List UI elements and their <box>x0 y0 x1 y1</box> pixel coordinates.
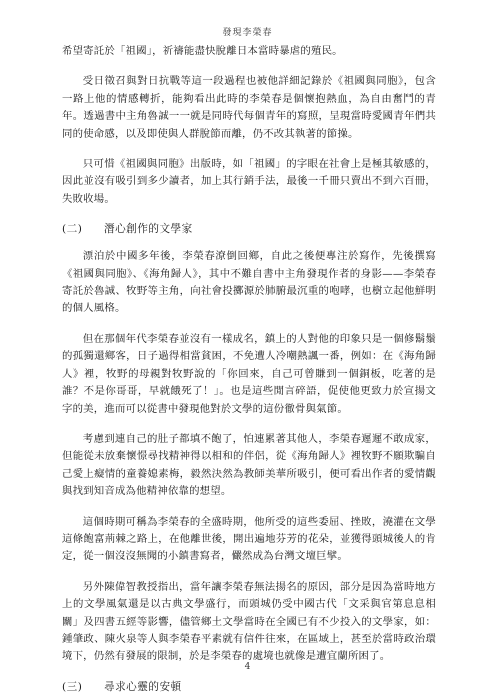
section-heading-3 <box>62 679 436 696</box>
section-title: 潛心創作的文學家 <box>104 223 193 236</box>
paragraph: 只可惜《祖國與同胞》出版時，如「祖國」的字眼在社會上是極其敏感的，因此並沒有吸引到多少讀者，加上其行銷手法，最後一千冊只賣出不到六百冊，失敗收場。 <box>62 158 436 205</box>
paragraph: 但在那個年代李榮春並沒有一樣成名，鎮上的人對他的印象只是一個修鬍鬚的孤獨還鄉客，日子過得相當貧困，不免遭人冷嘲熱諷一番，例如：在《海角歸人》裡，牧野的母親對牧野說的「你回來，自己可曾賺到一個銅板，吃著的是誰？不是你哥哥，早就餓死了！」。也是這些閒言碎語，促使他更致力於宣揚文字的美，進而可以從書中發現他對於文學的這份徹骨與氣節。 <box>62 332 436 415</box>
section-heading-2 <box>62 221 436 238</box>
section-number: (二) <box>62 223 83 236</box>
paragraph: 另外陳偉智教授指出，當年讓李榮春無法揚名的原因，部分是因為當時地方上的文學風氣還是以古典文學盛行，而頭城仍受中國古代「文采與官第息息相關」及四書五經等影響，儘管鄉土文學當時在全國已有不少投入的文學家，如：鍾肇政、陳火泉等人與李榮春平素就有信件往來，在區域上，甚至於當時政治環境下，仍然有發展的限制，於是李榮春的處境也就像是遭宜蘭所困了。 <box>62 580 436 663</box>
paragraph: 漂泊於中國多年後，李榮春潦倒回鄉，自此之後便專注於寫作，先後撰寫《祖國與同胞》、《海角歸人》，其中不難自書中主角發現作者的身影——李榮春寄託於魯誠、牧野等主角，向社會投擲源於肺腑最沉重的咆哮，也樹立起他鮮明的個人風格。 <box>62 250 436 315</box>
section-number: (三) <box>62 680 83 693</box>
paragraph: 考慮到連自己的肚子都填不飽了，怕連累著其他人，李榮春遲遲不敢成家，但能從未放棄懷憬尋找精神得以相和的伴侶，從《海角歸人》裡牧野不願欺騙自己愛上癡情的童養媳素梅，毅然決然為教師美華所吸引，便可看出作者的愛情觀與找到知音成為他精神依靠的想望。 <box>62 432 436 498</box>
running-header: 發現李榮春 <box>222 28 273 38</box>
paragraph: 這個時期可稱為李榮春的全盛時期，他所受的這些委屈、挫敗，澆灌在文學這條飽富荊棘之路上，在他離世後，開出遍地芬芳的花朵，並獲得頭城後人的肯定，從一個沒沒無聞的小鎮書寫者，儼然成為台灣文壇巨擘。 <box>62 515 436 563</box>
section-title: 尋求心靈的安頓 <box>104 680 182 693</box>
paragraph-continuation: 希望寄託於「祖國」，祈禱能盡快脫離日本當時暴虐的殖民。 <box>62 45 343 57</box>
paragraph: 受日徵召與對日抗戰等這一段過程也被他詳細記錄於《祖國與同胞》，包含一路上他的情感轉折，能夠看出此時的李榮春是個懷抱熱血，為自由奮鬥的青年。透過書中主角魯誠一一就是同時代每個青年的寫照，呈現當時愛國青年們共同的使命感，以及即使與人群脫節而離，仍不改其執著的節操。 <box>62 75 436 140</box>
page-number: 4 <box>244 662 251 672</box>
body-text <box>62 43 436 696</box>
